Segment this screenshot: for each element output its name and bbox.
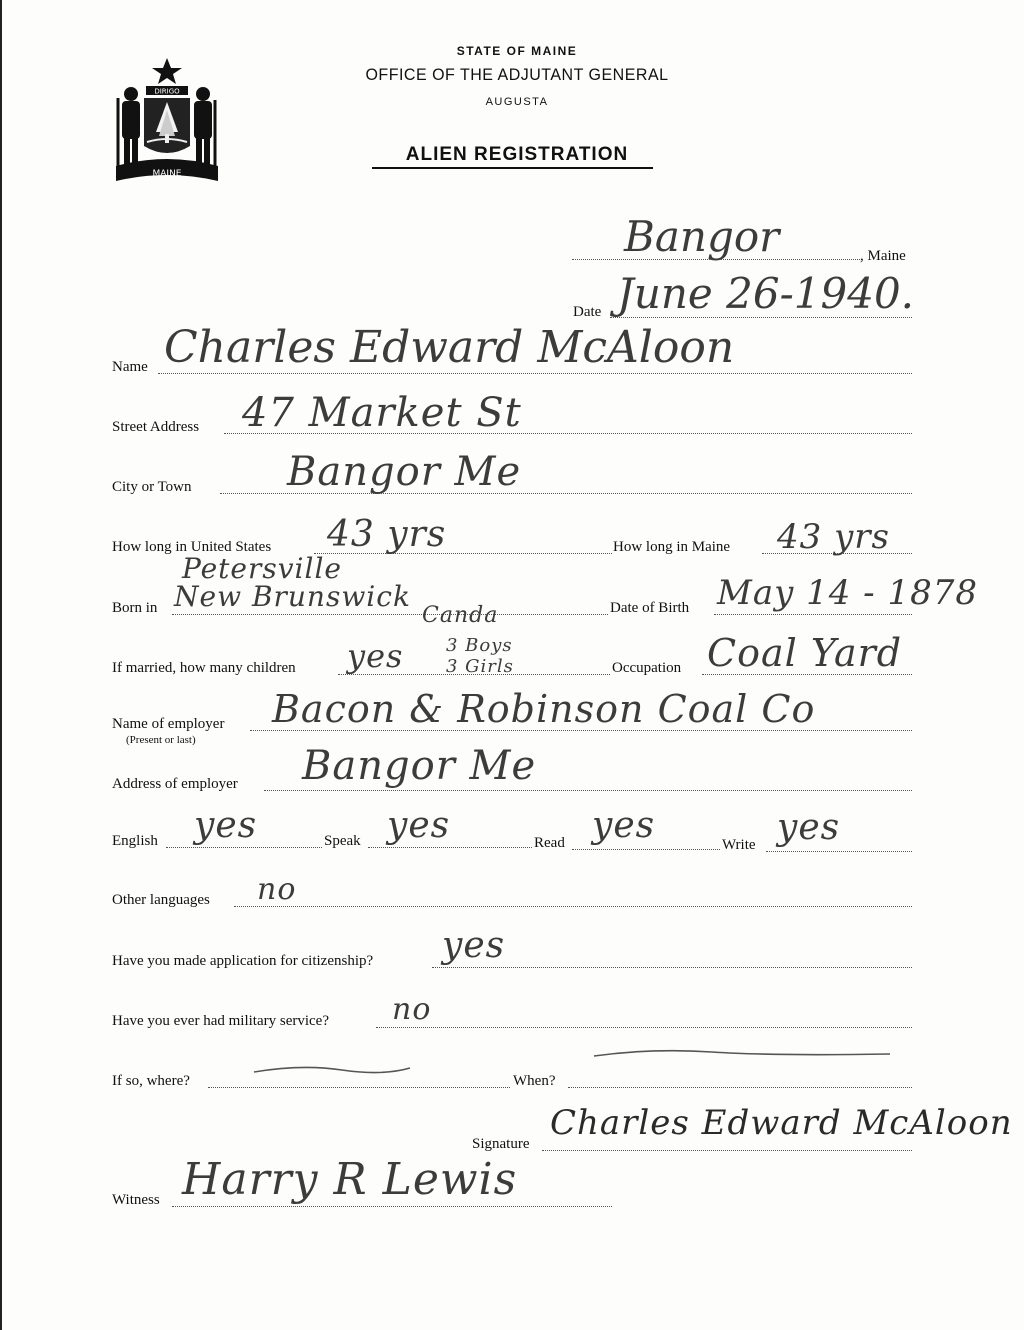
form-title: ALIEN REGISTRATION xyxy=(405,144,629,165)
signature-label: Signature xyxy=(472,1136,530,1152)
how-long-us-entry[interactable]: 43 yrs xyxy=(327,514,447,555)
other-languages-line xyxy=(234,906,912,907)
citizenship-entry[interactable]: yes xyxy=(442,925,506,966)
children-boys-entry[interactable]: 3 Boys xyxy=(446,635,513,656)
name-label: Name xyxy=(112,359,148,375)
born-province-entry[interactable]: New Brunswick xyxy=(174,580,411,613)
employer-sub-label: (Present or last) xyxy=(126,734,196,746)
married-label: If married, how many children xyxy=(112,660,296,676)
married-entry[interactable]: yes xyxy=(347,637,404,675)
employer-entry[interactable]: Bacon & Robinson Coal Co xyxy=(272,687,816,731)
employer-address-line xyxy=(264,790,912,791)
office-heading: OFFICE OF THE ADJUTANT GENERAL xyxy=(365,66,669,85)
other-languages-label: Other languages xyxy=(112,892,210,908)
born-label: Born in xyxy=(112,600,158,616)
witness-label: Witness xyxy=(112,1192,160,1208)
place-entry[interactable]: Bangor xyxy=(624,212,780,261)
street-label: Street Address xyxy=(112,419,200,435)
military-entry[interactable]: no xyxy=(392,992,432,1027)
read-label: Read xyxy=(534,835,565,851)
military-label: Have you ever had military service? xyxy=(112,1013,329,1029)
citizenship-label: Have you made application for citizenship? xyxy=(112,953,374,969)
citizenship-line xyxy=(432,967,912,968)
date-entry[interactable]: June 26-1940. xyxy=(617,269,915,318)
how-long-maine-label: How long in Maine xyxy=(613,539,731,555)
signature-entry[interactable]: Charles Edward McAloon xyxy=(550,1103,1013,1143)
children-girls-entry[interactable]: 3 Girls xyxy=(446,656,514,677)
write-entry[interactable]: yes xyxy=(777,807,841,848)
when-label: When? xyxy=(513,1073,556,1089)
english-label: English xyxy=(112,833,158,849)
state-heading: STATE OF MAINE xyxy=(456,44,578,58)
city-label: City or Town xyxy=(112,479,192,495)
born-country-entry[interactable]: Canda xyxy=(422,603,499,628)
dob-label: Date of Birth xyxy=(610,600,690,616)
born-town-entry[interactable]: Petersville xyxy=(182,552,342,585)
speak-entry[interactable]: yes xyxy=(387,805,451,846)
employer-address-label: Address of employer xyxy=(112,776,238,792)
how-long-maine-entry[interactable]: 43 yrs xyxy=(777,517,890,557)
when-dash-stroke xyxy=(592,1044,892,1064)
how-long-us-label: How long in United States xyxy=(112,539,272,555)
maine-state-seal-icon xyxy=(114,56,220,184)
witness-entry[interactable]: Harry R Lewis xyxy=(182,1154,518,1205)
witness-line xyxy=(172,1206,612,1207)
where-label: If so, where? xyxy=(112,1073,190,1089)
born-line xyxy=(172,614,608,615)
other-languages-entry[interactable]: no xyxy=(257,872,297,907)
english-line xyxy=(166,847,322,848)
where-line xyxy=(208,1087,510,1088)
seal-motto: DIRIGO xyxy=(154,87,180,96)
city-entry[interactable]: Bangor Me xyxy=(287,449,522,495)
dob-line xyxy=(714,614,912,615)
street-entry[interactable]: 47 Market St xyxy=(242,390,522,436)
signature-line xyxy=(542,1150,912,1151)
write-line xyxy=(766,851,912,852)
name-entry[interactable]: Charles Edward McAloon xyxy=(164,322,735,373)
name-line xyxy=(158,373,912,374)
employer-label: Name of employer xyxy=(112,716,225,732)
where-dash-stroke xyxy=(252,1060,412,1080)
dob-entry[interactable]: May 14 - 1878 xyxy=(717,573,978,613)
employer-address-entry[interactable]: Bangor Me xyxy=(302,743,537,789)
write-label: Write xyxy=(722,837,756,853)
read-line xyxy=(572,849,720,850)
occupation-label: Occupation xyxy=(612,660,682,676)
seal-name: MAINE xyxy=(152,169,182,179)
speak-line xyxy=(368,847,532,848)
english-entry[interactable]: yes xyxy=(194,805,258,846)
occupation-entry[interactable]: Coal Yard xyxy=(707,631,903,675)
military-line xyxy=(376,1027,912,1028)
date-label: Date xyxy=(573,304,602,320)
city-heading: AUGUSTA xyxy=(485,96,549,108)
read-entry[interactable]: yes xyxy=(592,805,656,846)
place-suffix-label: , Maine xyxy=(860,248,906,264)
speak-label: Speak xyxy=(324,833,361,849)
title-underline xyxy=(372,167,653,169)
when-line xyxy=(568,1087,912,1088)
